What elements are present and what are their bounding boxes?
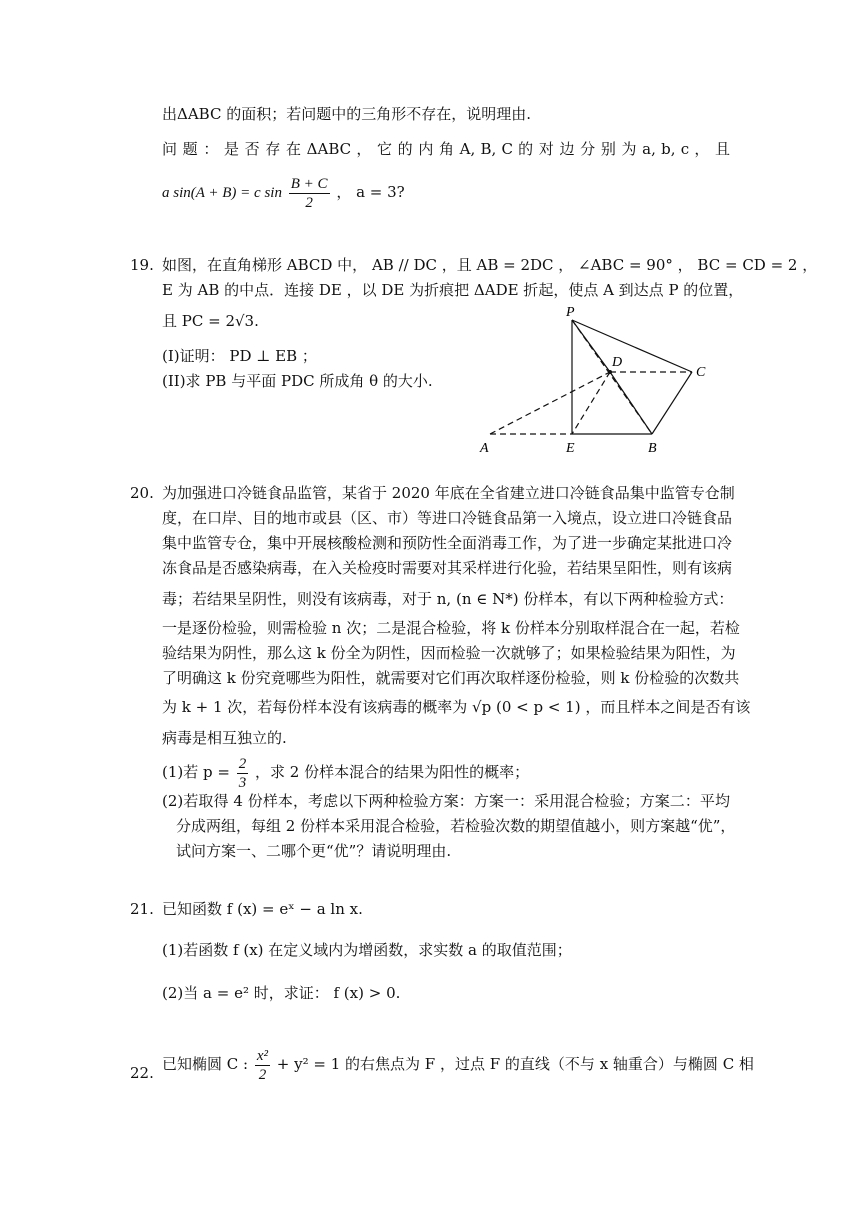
q20-line5: 毒；若结果呈阴性，则没有该病毒，对于 n, (n ∈ N*) 份样本，有以下两种检验方式： [162, 590, 734, 608]
label-E: E [566, 441, 575, 456]
q19-line1: 如图，在直角梯形 ABCD 中， AB // DC ，且 AB = 2DC ， ∠ABC = 90° ， BC = CD = 2 ， [162, 256, 818, 274]
q22-line1 [162, 1044, 754, 1084]
q20-line4: 冻食品是否感染病毒，在入关检疫时需要对其采样进行化验，若结果呈阳性，则有该病 [162, 559, 733, 577]
q21-part2: (2)当 a = e² 时，求证： f (x) > 0. [162, 984, 401, 1002]
q20-part1-denominator: 3 [238, 774, 247, 791]
q19-number: 19. [130, 256, 154, 274]
q20-part2-line2: 分成两组，每组 2 份样本采用混合检验，若检验次数的期望值越小，则方案越“优”， [176, 817, 736, 835]
q19-part1: (I)证明： PD ⊥ EB ； [162, 347, 317, 365]
q20-line9: 为 k + 1 次，若每份样本没有该病毒的概率为 √p (0 < p < 1) ，而且样本之间是否有该 [162, 698, 751, 716]
q19-figure [470, 302, 720, 460]
q20-part1-fraction [237, 755, 249, 792]
q20-part1-post: ，求 2 份样本混合的结果为阳性的概率； [255, 763, 530, 781]
q21-line1: 已知函数 f (x) = eˣ − a ln x. [162, 900, 363, 918]
q18-eq-numerator: B + C [290, 175, 328, 192]
q19-line3: 且 PC = 2√3. [162, 312, 259, 330]
q18-eq-fraction [289, 175, 330, 212]
q18-equation [162, 172, 405, 213]
q19-line2: E 为 AB 的中点．连接 DE ，以 DE 为折痕把 ΔADE 折起，使点 A 到达点 P 的位置， [162, 281, 744, 299]
q20-line1: 为加强进口冷链食品监管，某省于 2020 年底在全省建立进口冷链食品集中监管专仓制 [162, 484, 735, 502]
q22-post: + y² = 1 的右焦点为 F ，过点 F 的直线（不与 x 轴重合）与椭圆 C 相 [276, 1055, 754, 1073]
q22-numerator: x² [256, 1047, 269, 1064]
edge-DB [610, 372, 652, 434]
q20-part1-pre: (1)若 p = [162, 763, 230, 781]
q20-part2-line3: 试问方案一、二哪个更“优”？请说明理由. [176, 842, 452, 860]
q20-line7: 验结果为阴性，那么这 k 份全为阴性，因而检验一次就够了；如果检验结果为阳性，为 [162, 644, 736, 662]
q21-part1: (1)若函数 f (x) 在定义域内为增函数，求实数 a 的取值范围； [162, 941, 572, 959]
q20-line6: 一是逐份检验，则需检验 n 次；二是混合检验，将 k 份样本分别取样混合在一起，若检 [162, 619, 740, 637]
point-D [608, 370, 612, 374]
q22-pre: 已知椭圆 C : [162, 1055, 249, 1073]
label-C: C [696, 365, 706, 380]
q18-line1: 出ΔABC 的面积；若问题中的三角形不存在，说明理由. [162, 105, 531, 123]
q22-denominator: 2 [258, 1066, 267, 1083]
q18-eq-right: ， a = 3? [336, 183, 405, 201]
q20-number: 20. [130, 484, 154, 502]
q20-line2: 度，在口岸、目的地市或县（区、市）等进口冷链食品第一入境点，设立进口冷链食品 [162, 509, 733, 527]
q18-eq-denominator: 2 [305, 194, 313, 211]
q22-number: 22. [130, 1064, 154, 1082]
q19-part2: (II)求 PB 与平面 PDC 所成角 θ 的大小. [162, 372, 433, 390]
q20-line3: 集中监管专仓，集中开展核酸检测和预防性全面消毒工作，为了进一步确定某批进口冷 [162, 534, 733, 552]
edge-BC [652, 372, 692, 434]
q21-number: 21. [130, 900, 154, 918]
edge-AD [490, 372, 610, 434]
q20-part2-line1: (2)若取得 4 份样本，考虑以下两种检验方案：方案一：采用混合检验；方案二：平均 [162, 792, 730, 810]
q20-line8: 了明确这 k 份究竟哪些为阳性，就需要对它们再次取样逐份检验，则 k 份检验的次数共 [162, 669, 740, 687]
label-A: A [480, 441, 489, 456]
label-D: D [612, 355, 623, 370]
label-P: P [566, 305, 575, 320]
q20-part1-numerator: 2 [238, 755, 247, 772]
q20-line10: 病毒是相互独立的. [162, 729, 287, 747]
label-B: B [648, 441, 657, 456]
q18-eq-left: a sin(A + B) = c sin [162, 185, 282, 201]
q22-fraction [255, 1047, 270, 1084]
q18-line2: 问 题 ： 是 否 存 在 ΔABC ， 它 的 内 角 A, B, C 的 对 边 分 别 为 a, b, c ， 且 [162, 140, 730, 158]
q20-part1 [162, 752, 529, 792]
